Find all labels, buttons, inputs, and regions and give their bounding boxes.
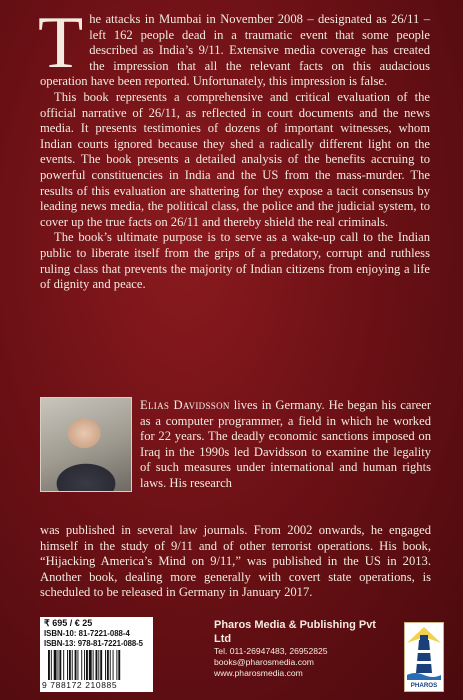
barcode-bars [48, 650, 146, 680]
blurb [38, 2, 430, 293]
blurb-paragraph-1 [38, 2, 430, 90]
blurb-paragraph-2: This book represents a comprehensive and critical evaluation of the official narrative of 26/11, as reflected in court documents and the news media. It presents testimonies of dozens of important witnesses, whom Indian courts ignored because they shed a radically different light on the events. The book presents a detailed analysis of the benefits accruing to powerful constituencies in India and the US from the mass-murder. The results of this evaluation are shattering for they expose a tacit consensus by leading news media, the political class, the police and the judicial system, to cover up the true facts on 26/11 and thereby shield the real criminals. [40, 89, 430, 229]
publisher-name: Pharos Media & Publishing Pvt Ltd [214, 619, 376, 645]
author-photo [40, 397, 132, 492]
drop-cap: T [38, 2, 84, 84]
author-bio-top-text: lives in Germany. He began his career as a computer programmer, a field in which he worked for 22 years. The deadly economic sanctions imposed on Iraq in the 1990s led Davidsson to examine the legality of such measures under international and human rights laws. His research [140, 398, 432, 490]
author-bio-top [140, 398, 431, 492]
barcode-number: 9 788172 210885 [42, 680, 118, 690]
blurb-paragraph-3: The book’s ultimate purpose is to serve as a wake-up call to the Indian public to liberate itself from the grips of a predatory, corrupt and ruthless ruling class that prevents the majority of Indian citizens from enjoying a life of dignity and peace. [40, 230, 430, 292]
blurb-paragraph-1-text: he attacks in Mumbai in November 2008 – designated as 26/11 – left 162 people dead in a traumatic event that some people described as India’s 9/11. Extensive media coverage has created the impression that all the relevant facts on this audacious operation have been reported. Unfortunately, this impression is false. [40, 12, 430, 89]
publisher-phone: Tel. 011-26947483, 26952825 [214, 646, 328, 656]
logo-text: PHAROS [410, 682, 438, 689]
isbn-13: ISBN-13: 978-81-7221-088-5 [44, 639, 143, 648]
author-bio-bottom: was published in several law journals. From 2002 onwards, he engaged himself in the study of 9/11 and of other terrorist operations. His book, “Hijacking America’s Mind on 9/11,” was published in the US in 2013. Another book, dealing more generally with covert state operations, is scheduled to be released in Germany in January 2017. [40, 523, 431, 600]
pharos-logo [404, 622, 444, 692]
price: ₹ 695 / € 25 [44, 618, 93, 628]
barcode-panel [40, 617, 153, 692]
author-name: Elias Davidsson [140, 398, 230, 412]
publisher-email: books@pharosmedia.com [214, 657, 314, 667]
publisher-info [214, 618, 384, 679]
isbn-10: ISBN-10: 81-7221-088-4 [44, 629, 130, 638]
publisher-website: www.pharosmedia.com [214, 668, 303, 678]
lighthouse-icon [405, 623, 443, 681]
